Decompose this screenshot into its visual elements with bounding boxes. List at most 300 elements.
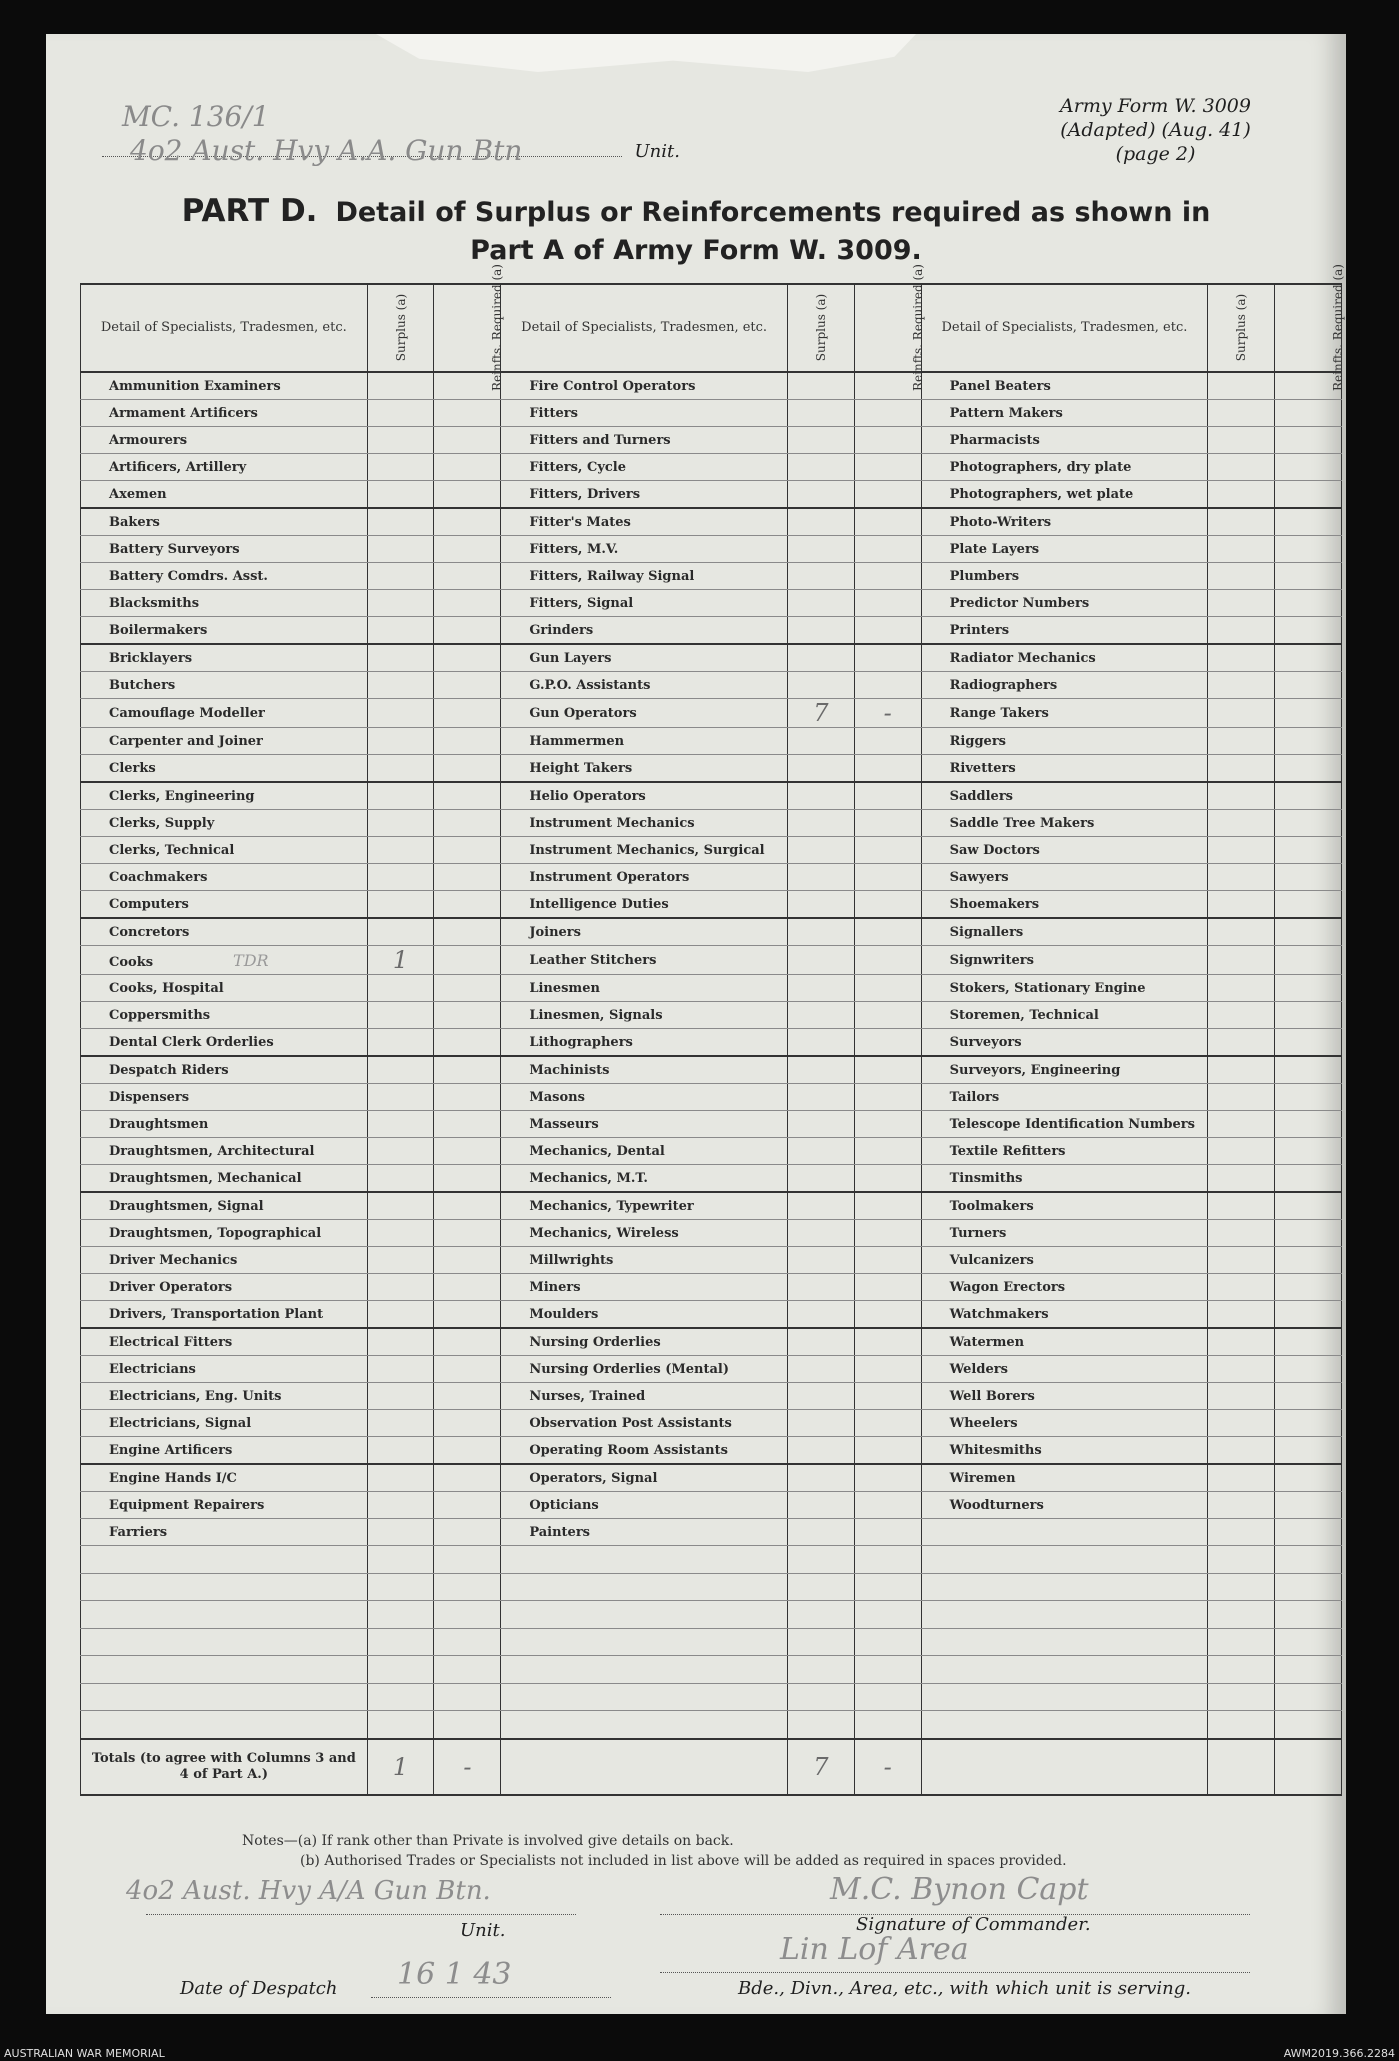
reinfts-cell[interactable] (434, 1274, 501, 1301)
bde-field[interactable] (660, 1932, 1250, 1973)
blank-cell[interactable] (787, 1656, 854, 1684)
surplus-cell[interactable] (367, 1192, 434, 1220)
surplus-cell[interactable] (787, 1192, 854, 1220)
reinfts-cell[interactable] (434, 864, 501, 891)
surplus-cell[interactable] (787, 1138, 854, 1165)
reinfts-cell[interactable] (1275, 1383, 1342, 1410)
blank-cell[interactable] (854, 1601, 921, 1629)
reinfts-cell[interactable] (434, 1056, 501, 1084)
totals-reinfts-cell[interactable]: - (854, 1739, 921, 1795)
surplus-cell[interactable] (367, 810, 434, 837)
blank-cell[interactable] (787, 1601, 854, 1629)
blank-cell[interactable] (787, 1546, 854, 1574)
blank-cell[interactable] (1275, 1573, 1342, 1601)
blank-cell[interactable] (1208, 1573, 1275, 1601)
reinfts-cell[interactable] (854, 1356, 921, 1383)
reinfts-cell[interactable] (1275, 1138, 1342, 1165)
surplus-cell[interactable] (787, 1356, 854, 1383)
surplus-cell[interactable] (367, 1002, 434, 1029)
surplus-cell[interactable] (367, 1111, 434, 1138)
reinfts-cell[interactable] (1275, 837, 1342, 864)
surplus-cell[interactable] (367, 1356, 434, 1383)
reinfts-cell[interactable] (434, 481, 501, 509)
reinfts-cell[interactable] (854, 810, 921, 837)
surplus-cell[interactable]: 7 (787, 699, 854, 728)
surplus-cell[interactable] (1208, 1220, 1275, 1247)
reinfts-cell[interactable] (434, 672, 501, 699)
surplus-cell[interactable] (367, 1464, 434, 1492)
reinfts-cell[interactable] (854, 891, 921, 919)
surplus-cell[interactable] (787, 427, 854, 454)
surplus-cell[interactable] (367, 1247, 434, 1274)
reinfts-cell[interactable] (1275, 481, 1342, 509)
reinfts-cell[interactable] (854, 644, 921, 672)
reinfts-cell[interactable] (1275, 1192, 1342, 1220)
surplus-cell[interactable] (367, 590, 434, 617)
reinfts-cell[interactable] (1275, 1437, 1342, 1465)
surplus-cell[interactable] (787, 1328, 854, 1356)
surplus-cell[interactable] (787, 728, 854, 755)
reinfts-cell[interactable] (434, 1192, 501, 1220)
reinfts-cell[interactable] (434, 1519, 501, 1546)
surplus-cell[interactable] (787, 837, 854, 864)
surplus-cell[interactable] (1208, 1247, 1275, 1274)
blank-cell[interactable] (1208, 1656, 1275, 1684)
reinfts-cell[interactable] (854, 755, 921, 783)
reinfts-cell[interactable] (434, 1383, 501, 1410)
reinfts-cell[interactable] (854, 728, 921, 755)
reinfts-cell[interactable] (854, 672, 921, 699)
surplus-cell[interactable] (367, 1301, 434, 1329)
reinfts-cell[interactable] (434, 1084, 501, 1111)
reinfts-cell[interactable] (434, 1492, 501, 1519)
blank-cell[interactable] (501, 1711, 788, 1739)
blank-cell[interactable] (501, 1601, 788, 1629)
reinfts-cell[interactable] (434, 975, 501, 1002)
reinfts-cell[interactable] (434, 1301, 501, 1329)
reinfts-cell[interactable] (434, 1437, 501, 1465)
surplus-cell[interactable] (1208, 837, 1275, 864)
reinfts-cell[interactable] (854, 427, 921, 454)
surplus-cell[interactable] (367, 508, 434, 536)
reinfts-cell[interactable] (434, 891, 501, 919)
reinfts-cell[interactable] (854, 481, 921, 509)
surplus-cell[interactable] (1208, 508, 1275, 536)
blank-cell[interactable] (367, 1711, 434, 1739)
blank-cell[interactable] (434, 1601, 501, 1629)
blank-cell[interactable] (434, 1656, 501, 1684)
reinfts-cell[interactable] (1275, 755, 1342, 783)
blank-cell[interactable] (501, 1683, 788, 1711)
surplus-cell[interactable] (1208, 1301, 1275, 1329)
reinfts-cell[interactable] (1275, 864, 1342, 891)
reinfts-cell[interactable] (854, 837, 921, 864)
surplus-cell[interactable] (787, 946, 854, 975)
reinfts-cell[interactable] (1275, 1492, 1342, 1519)
reinfts-cell[interactable] (434, 1029, 501, 1057)
blank-cell[interactable] (787, 1711, 854, 1739)
surplus-cell[interactable] (787, 810, 854, 837)
reinfts-cell[interactable] (1275, 1111, 1342, 1138)
surplus-cell[interactable] (1208, 1274, 1275, 1301)
surplus-cell[interactable] (1208, 864, 1275, 891)
reinfts-cell[interactable] (1275, 1220, 1342, 1247)
surplus-cell[interactable] (787, 1383, 854, 1410)
surplus-cell[interactable] (367, 1056, 434, 1084)
reinfts-cell[interactable] (854, 1029, 921, 1057)
blank-cell[interactable] (1275, 1683, 1342, 1711)
reinfts-cell[interactable] (1275, 590, 1342, 617)
surplus-cell[interactable] (1208, 1383, 1275, 1410)
blank-cell[interactable] (921, 1601, 1208, 1629)
surplus-cell[interactable] (1208, 1437, 1275, 1465)
blank-cell[interactable] (81, 1656, 368, 1684)
surplus-cell[interactable] (367, 536, 434, 563)
reinfts-cell[interactable] (434, 617, 501, 645)
blank-cell[interactable] (1275, 1601, 1342, 1629)
reinfts-cell[interactable] (1275, 1084, 1342, 1111)
surplus-cell[interactable] (1208, 454, 1275, 481)
reinfts-cell[interactable] (854, 1410, 921, 1437)
reinfts-cell[interactable] (1275, 563, 1342, 590)
blank-cell[interactable] (367, 1573, 434, 1601)
surplus-cell[interactable] (367, 1492, 434, 1519)
blank-cell[interactable] (921, 1628, 1208, 1656)
surplus-cell[interactable] (367, 644, 434, 672)
surplus-cell[interactable] (367, 918, 434, 946)
surplus-cell[interactable] (787, 372, 854, 400)
reinfts-cell[interactable] (1275, 728, 1342, 755)
surplus-cell[interactable] (367, 1383, 434, 1410)
surplus-cell[interactable] (787, 1410, 854, 1437)
reinfts-cell[interactable] (1275, 975, 1342, 1002)
reinfts-cell[interactable] (1275, 1301, 1342, 1329)
blank-cell[interactable] (1208, 1628, 1275, 1656)
surplus-cell[interactable] (367, 454, 434, 481)
surplus-cell[interactable] (367, 1519, 434, 1546)
reinfts-cell[interactable] (1275, 1029, 1342, 1057)
surplus-cell[interactable] (1208, 536, 1275, 563)
reinfts-cell[interactable] (854, 1247, 921, 1274)
surplus-cell[interactable] (367, 1410, 434, 1437)
blank-cell[interactable] (921, 1711, 1208, 1739)
surplus-cell[interactable] (367, 782, 434, 810)
blank-cell[interactable] (367, 1601, 434, 1629)
reinfts-cell[interactable] (434, 1356, 501, 1383)
reinfts-cell[interactable] (854, 536, 921, 563)
surplus-cell[interactable] (1208, 1111, 1275, 1138)
blank-cell[interactable] (81, 1601, 368, 1629)
reinfts-cell[interactable] (854, 1111, 921, 1138)
surplus-cell[interactable] (367, 1029, 434, 1057)
reinfts-cell[interactable] (1275, 782, 1342, 810)
reinfts-cell[interactable] (854, 563, 921, 590)
surplus-cell[interactable] (1208, 427, 1275, 454)
blank-cell[interactable] (501, 1656, 788, 1684)
surplus-cell[interactable] (1208, 400, 1275, 427)
reinfts-cell[interactable] (434, 1002, 501, 1029)
reinfts-cell[interactable] (1275, 810, 1342, 837)
surplus-cell[interactable] (1208, 975, 1275, 1002)
surplus-cell[interactable] (1208, 810, 1275, 837)
surplus-cell[interactable] (787, 400, 854, 427)
blank-cell[interactable] (81, 1573, 368, 1601)
reinfts-cell[interactable] (854, 400, 921, 427)
reinfts-cell[interactable] (434, 810, 501, 837)
reinfts-cell[interactable] (1275, 918, 1342, 946)
reinfts-cell[interactable] (854, 918, 921, 946)
surplus-cell[interactable] (787, 1165, 854, 1193)
surplus-cell[interactable] (367, 728, 434, 755)
surplus-cell[interactable] (787, 918, 854, 946)
blank-cell[interactable] (434, 1573, 501, 1601)
reinfts-cell[interactable] (434, 1328, 501, 1356)
reinfts-cell[interactable] (434, 590, 501, 617)
reinfts-cell[interactable] (434, 1138, 501, 1165)
blank-cell[interactable] (1208, 1546, 1275, 1574)
surplus-cell[interactable] (367, 1220, 434, 1247)
surplus-cell[interactable] (367, 891, 434, 919)
reinfts-cell[interactable] (1275, 1464, 1342, 1492)
reinfts-cell[interactable] (854, 1328, 921, 1356)
reinfts-cell[interactable] (1275, 1056, 1342, 1084)
reinfts-cell[interactable] (854, 1002, 921, 1029)
surplus-cell[interactable] (787, 1301, 854, 1329)
blank-cell[interactable] (787, 1628, 854, 1656)
surplus-cell[interactable] (367, 1328, 434, 1356)
reinfts-cell[interactable] (434, 837, 501, 864)
surplus-cell[interactable] (367, 975, 434, 1002)
blank-cell[interactable] (854, 1573, 921, 1601)
surplus-cell[interactable] (787, 481, 854, 509)
blank-cell[interactable] (501, 1546, 788, 1574)
reinfts-cell[interactable] (1275, 644, 1342, 672)
blank-cell[interactable] (1208, 1711, 1275, 1739)
surplus-cell[interactable]: 1 (367, 946, 434, 975)
surplus-cell[interactable] (1208, 755, 1275, 783)
blank-cell[interactable] (787, 1573, 854, 1601)
surplus-cell[interactable] (787, 1220, 854, 1247)
surplus-cell[interactable] (1208, 590, 1275, 617)
blank-cell[interactable] (1275, 1628, 1342, 1656)
surplus-cell[interactable] (1208, 918, 1275, 946)
blank-cell[interactable] (81, 1546, 368, 1574)
unit-field-bottom[interactable] (126, 1876, 576, 1915)
blank-cell[interactable] (81, 1683, 368, 1711)
blank-cell[interactable] (81, 1628, 368, 1656)
reinfts-cell[interactable] (434, 946, 501, 975)
surplus-cell[interactable] (1208, 1138, 1275, 1165)
totals-reinfts-cell[interactable]: - (434, 1739, 501, 1795)
surplus-cell[interactable] (787, 644, 854, 672)
reinfts-cell[interactable] (434, 1111, 501, 1138)
surplus-cell[interactable] (787, 1002, 854, 1029)
blank-cell[interactable] (501, 1628, 788, 1656)
surplus-cell[interactable] (1208, 644, 1275, 672)
reinfts-cell[interactable]: - (854, 699, 921, 728)
reinfts-cell[interactable] (854, 454, 921, 481)
surplus-cell[interactable] (787, 1056, 854, 1084)
surplus-cell[interactable] (787, 1029, 854, 1057)
surplus-cell[interactable] (1208, 372, 1275, 400)
signature-field[interactable] (660, 1872, 1250, 1915)
reinfts-cell[interactable] (1275, 1356, 1342, 1383)
surplus-cell[interactable] (787, 1464, 854, 1492)
reinfts-cell[interactable] (1275, 400, 1342, 427)
reinfts-cell[interactable] (854, 1383, 921, 1410)
blank-cell[interactable] (81, 1711, 368, 1739)
reinfts-cell[interactable] (1275, 536, 1342, 563)
reinfts-cell[interactable] (854, 1464, 921, 1492)
surplus-cell[interactable] (787, 617, 854, 645)
reinfts-cell[interactable] (854, 1274, 921, 1301)
surplus-cell[interactable] (1208, 1056, 1275, 1084)
totals-surplus-cell[interactable] (1208, 1739, 1275, 1795)
blank-cell[interactable] (1208, 1683, 1275, 1711)
surplus-cell[interactable] (787, 864, 854, 891)
blank-cell[interactable] (854, 1628, 921, 1656)
surplus-cell[interactable] (367, 617, 434, 645)
totals-surplus-cell[interactable]: 1 (367, 1739, 434, 1795)
reinfts-cell[interactable] (1275, 1519, 1342, 1546)
reinfts-cell[interactable] (854, 1138, 921, 1165)
surplus-cell[interactable] (1208, 481, 1275, 509)
reinfts-cell[interactable] (434, 536, 501, 563)
surplus-cell[interactable] (1208, 1464, 1275, 1492)
surplus-cell[interactable] (367, 481, 434, 509)
reinfts-cell[interactable] (854, 1220, 921, 1247)
reinfts-cell[interactable] (1275, 946, 1342, 975)
reinfts-cell[interactable] (434, 563, 501, 590)
reinfts-cell[interactable] (854, 508, 921, 536)
blank-cell[interactable] (854, 1656, 921, 1684)
blank-cell[interactable] (921, 1573, 1208, 1601)
blank-cell[interactable] (1208, 1601, 1275, 1629)
surplus-cell[interactable] (787, 1519, 854, 1546)
surplus-cell[interactable] (1208, 563, 1275, 590)
reinfts-cell[interactable] (1275, 427, 1342, 454)
surplus-cell[interactable] (1208, 1165, 1275, 1193)
surplus-cell[interactable] (787, 508, 854, 536)
reinfts-cell[interactable] (1275, 1274, 1342, 1301)
reinfts-cell[interactable] (434, 1410, 501, 1437)
reinfts-cell[interactable] (1275, 1410, 1342, 1437)
surplus-cell[interactable] (1208, 891, 1275, 919)
reinfts-cell[interactable] (854, 1056, 921, 1084)
blank-cell[interactable] (1275, 1711, 1342, 1739)
blank-cell[interactable] (1275, 1656, 1342, 1684)
surplus-cell[interactable] (367, 427, 434, 454)
reinfts-cell[interactable] (854, 782, 921, 810)
reinfts-cell[interactable] (434, 508, 501, 536)
reinfts-cell[interactable] (854, 1165, 921, 1193)
blank-cell[interactable] (434, 1546, 501, 1574)
reinfts-cell[interactable] (434, 1247, 501, 1274)
reinfts-cell[interactable] (434, 699, 501, 728)
blank-cell[interactable] (367, 1628, 434, 1656)
blank-cell[interactable] (501, 1573, 788, 1601)
surplus-cell[interactable] (1208, 699, 1275, 728)
reinfts-cell[interactable] (434, 755, 501, 783)
reinfts-cell[interactable] (1275, 508, 1342, 536)
surplus-cell[interactable] (1208, 1328, 1275, 1356)
surplus-cell[interactable] (787, 1084, 854, 1111)
reinfts-cell[interactable] (1275, 1328, 1342, 1356)
surplus-cell[interactable] (1208, 1492, 1275, 1519)
totals-surplus-cell[interactable]: 7 (787, 1739, 854, 1795)
reinfts-cell[interactable] (854, 1301, 921, 1329)
surplus-cell[interactable] (1208, 946, 1275, 975)
totals-reinfts-cell[interactable] (1275, 1739, 1342, 1795)
blank-cell[interactable] (921, 1546, 1208, 1574)
reinfts-cell[interactable] (1275, 672, 1342, 699)
surplus-cell[interactable] (367, 837, 434, 864)
reinfts-cell[interactable] (1275, 699, 1342, 728)
reinfts-cell[interactable] (854, 864, 921, 891)
reinfts-cell[interactable] (854, 1492, 921, 1519)
surplus-cell[interactable] (1208, 728, 1275, 755)
surplus-cell[interactable] (787, 1111, 854, 1138)
reinfts-cell[interactable] (434, 1220, 501, 1247)
surplus-cell[interactable] (1208, 672, 1275, 699)
surplus-cell[interactable] (1208, 1029, 1275, 1057)
surplus-cell[interactable] (1208, 1002, 1275, 1029)
surplus-cell[interactable] (787, 782, 854, 810)
surplus-cell[interactable] (787, 454, 854, 481)
surplus-cell[interactable] (367, 1084, 434, 1111)
surplus-cell[interactable] (787, 672, 854, 699)
blank-cell[interactable] (434, 1711, 501, 1739)
reinfts-cell[interactable] (434, 782, 501, 810)
surplus-cell[interactable] (367, 864, 434, 891)
reinfts-cell[interactable] (434, 1165, 501, 1193)
surplus-cell[interactable] (1208, 1192, 1275, 1220)
surplus-cell[interactable] (367, 563, 434, 590)
reinfts-cell[interactable] (434, 427, 501, 454)
blank-cell[interactable] (787, 1683, 854, 1711)
blank-cell[interactable] (1275, 1546, 1342, 1574)
reinfts-cell[interactable] (434, 454, 501, 481)
reinfts-cell[interactable] (854, 590, 921, 617)
surplus-cell[interactable] (367, 1138, 434, 1165)
reinfts-cell[interactable] (434, 400, 501, 427)
surplus-cell[interactable] (787, 975, 854, 1002)
reinfts-cell[interactable] (434, 1464, 501, 1492)
surplus-cell[interactable] (787, 1247, 854, 1274)
reinfts-cell[interactable] (854, 975, 921, 1002)
surplus-cell[interactable] (1208, 782, 1275, 810)
surplus-cell[interactable] (787, 891, 854, 919)
surplus-cell[interactable] (787, 590, 854, 617)
reinfts-cell[interactable] (1275, 891, 1342, 919)
date-field[interactable] (371, 1959, 611, 1998)
blank-cell[interactable] (367, 1546, 434, 1574)
surplus-cell[interactable] (1208, 1410, 1275, 1437)
surplus-cell[interactable] (1208, 1356, 1275, 1383)
surplus-cell[interactable] (367, 1274, 434, 1301)
reinfts-cell[interactable] (1275, 1247, 1342, 1274)
surplus-cell[interactable] (367, 755, 434, 783)
blank-cell[interactable] (854, 1683, 921, 1711)
reinfts-cell[interactable] (434, 728, 501, 755)
reinfts-cell[interactable] (434, 644, 501, 672)
surplus-cell[interactable] (1208, 1084, 1275, 1111)
reinfts-cell[interactable] (854, 946, 921, 975)
reinfts-cell[interactable] (1275, 1002, 1342, 1029)
surplus-cell[interactable] (787, 1437, 854, 1465)
reinfts-cell[interactable] (1275, 617, 1342, 645)
surplus-cell[interactable] (787, 563, 854, 590)
